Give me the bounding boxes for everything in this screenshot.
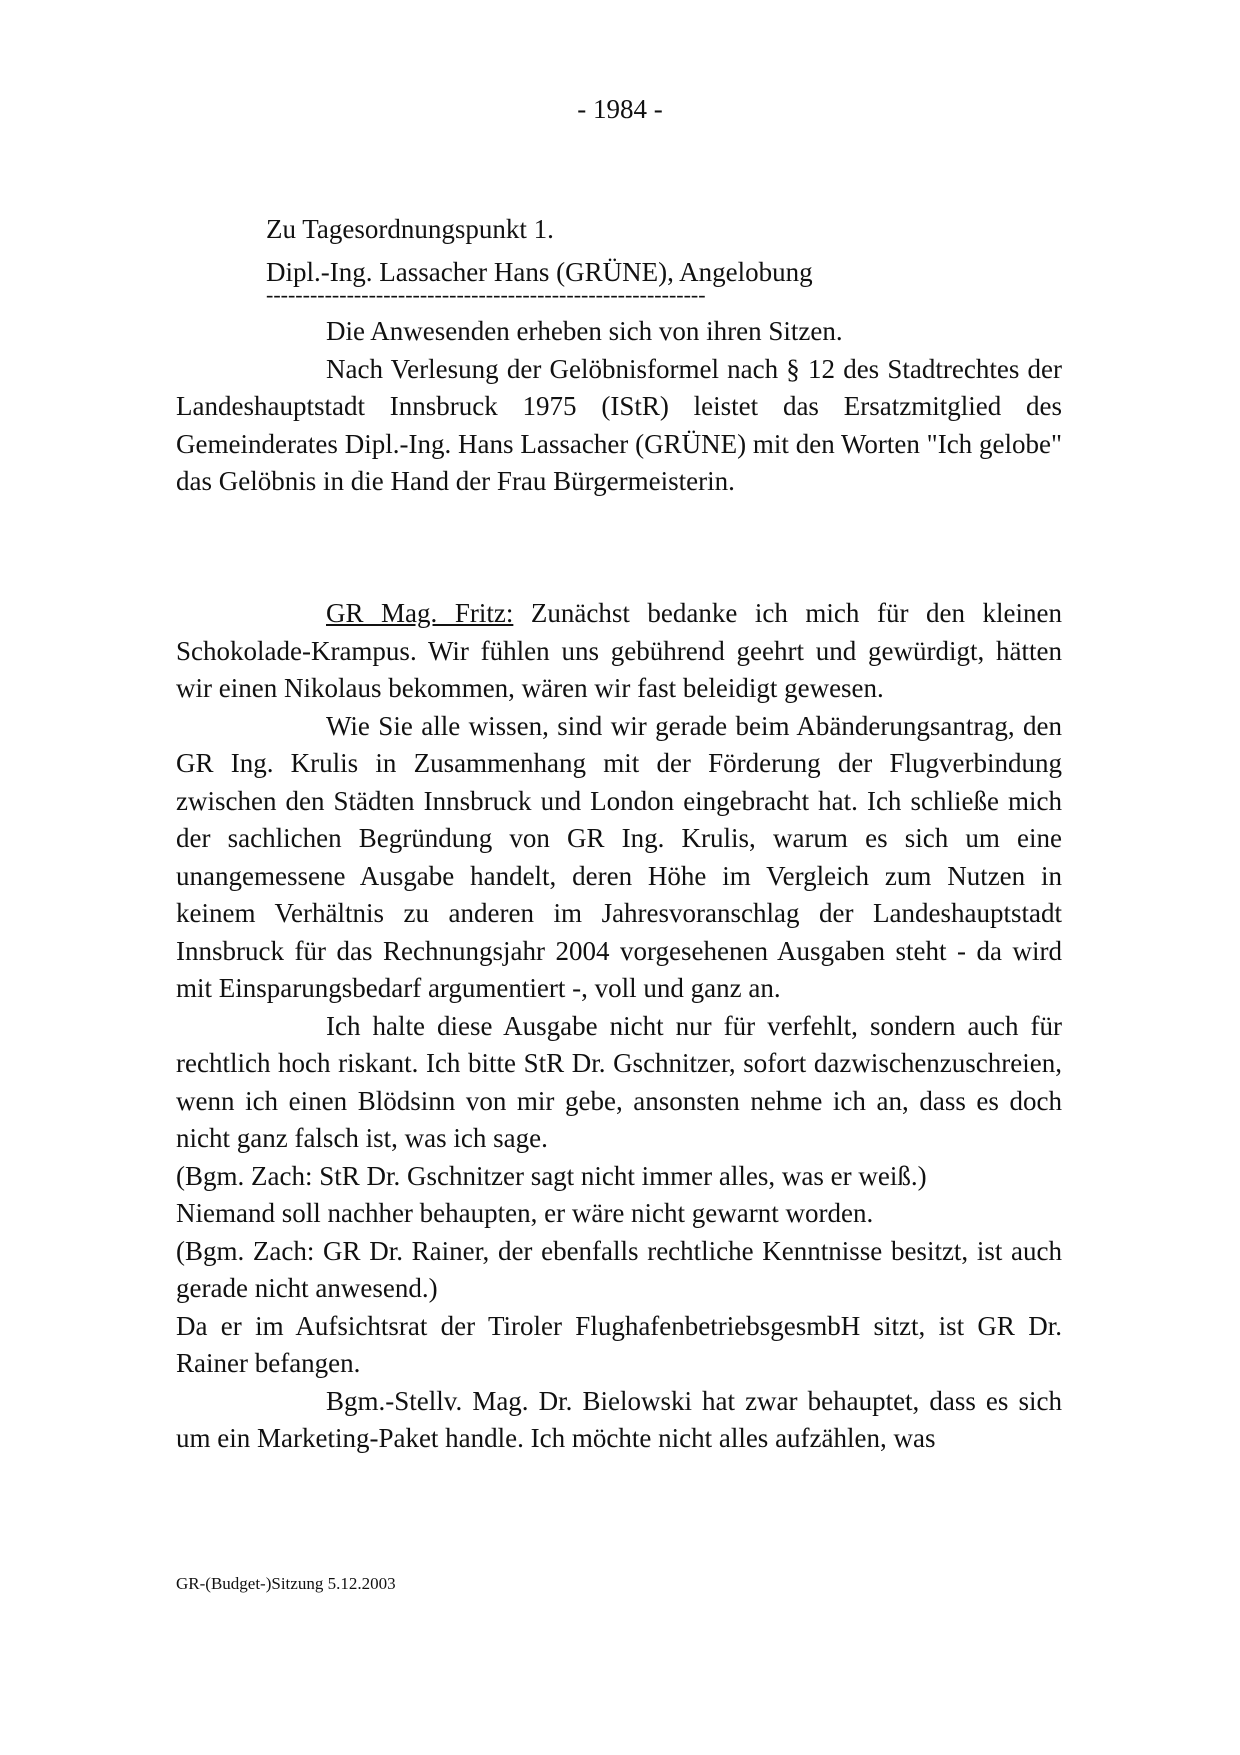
page-number: - 1984 - [577, 94, 663, 124]
agenda-item: Zu Tagesordnungspunkt 1. [266, 214, 554, 244]
speech-paragraph: Wie Sie alle wissen, sind wir gerade beim Abänderungsantrag, den GR Ing. Krulis in Zusammenhang mit der Förderung der Flugverbindung zwischen den Städten Innsbruck und London eingebracht hat. Ich schließe mich der sachlichen Begründung von GR Ing. Krulis, warum es sich um eine unangemessene Ausgabe handelt, deren Höhe im Vergleich zum Nutzen in keinem Verhältnis zu anderen im Jahresvoranschlag der Landeshauptstadt Innsbruck für das Rechnungsjahr 2004 vorgesehenen Ausgaben steht - da wird mit Einsparungsbedarf argumentiert -, voll und ganz an. [176, 710, 1062, 1003]
speech-paragraph: Bgm.-Stellv. Mag. Dr. Bielowski hat zwar behauptet, dass es sich um ein Marketing-Paket handle. Ich möchte nicht alles aufzählen, was [176, 1385, 1062, 1453]
interjection: (Bgm. Zach: GR Dr. Rainer, der ebenfalls rechtliche Kenntnisse besitzt, ist auch gerade nicht anwesend.) [176, 1235, 1062, 1303]
agenda-heading [266, 208, 886, 302]
oath-paragraph: Die Anwesenden erheben sich von ihren Sitzen. [326, 316, 843, 346]
oath-paragraph: Nach Verlesung der Gelöbnisformel nach § 12 des Stadtrechtes der Landeshauptstadt Innsbruck 1975 (IStR) leistet das Ersatzmitglied des Gemeinderates Dipl.-Ing. Hans Lassacher (GRÜNE) mit den Worten "Ich gelobe" das Gelöbnis in die Hand der Frau Bürgermeisterin. [176, 353, 1062, 496]
agenda-title: Dipl.-Ing. Lassacher Hans (GRÜNE), Angelobung [266, 257, 813, 287]
oath-section [176, 313, 1062, 501]
speech-paragraph: Ich halte diese Ausgabe nicht nur für verfehlt, sondern auch für rechtlich hoch riskant. Ich bitte StR Dr. Gschnitzer, sofort dazwischenzuschreien, wenn ich einen Blödsinn von mir gebe, ansonsten nehme ich an, dass es doch nicht ganz falsch ist, was ich sage. [176, 1010, 1062, 1153]
speech-paragraph: Da er im Aufsichtsrat der Tiroler FlughafenbetriebsgesmbH sitzt, ist GR Dr. Rainer befangen. [176, 1310, 1062, 1378]
speaker-name: GR Mag. Fritz: [326, 598, 514, 628]
debate-section [176, 595, 1062, 1458]
page-footer: GR-(Budget-)Sitzung 5.12.2003 [176, 1574, 396, 1593]
speech-paragraph: Niemand soll nachher behaupten, er wäre nicht gewarnt worden. [176, 1198, 874, 1228]
speech-paragraph [176, 595, 1062, 708]
divider-rule: ------------------------------------------------------------ [266, 288, 706, 302]
interjection: (Bgm. Zach: StR Dr. Gschnitzer sagt nicht immer alles, was er weiß.) [176, 1160, 927, 1191]
speech-text: Zunächst bedanke ich mich für den kleinen Schokolade-Krampus. Wir fühlen uns gebührend geehrt und gewürdigt, hätten wir einen Nikolaus bekommen, wären wir fast beleidigt gewesen. [176, 598, 1062, 703]
